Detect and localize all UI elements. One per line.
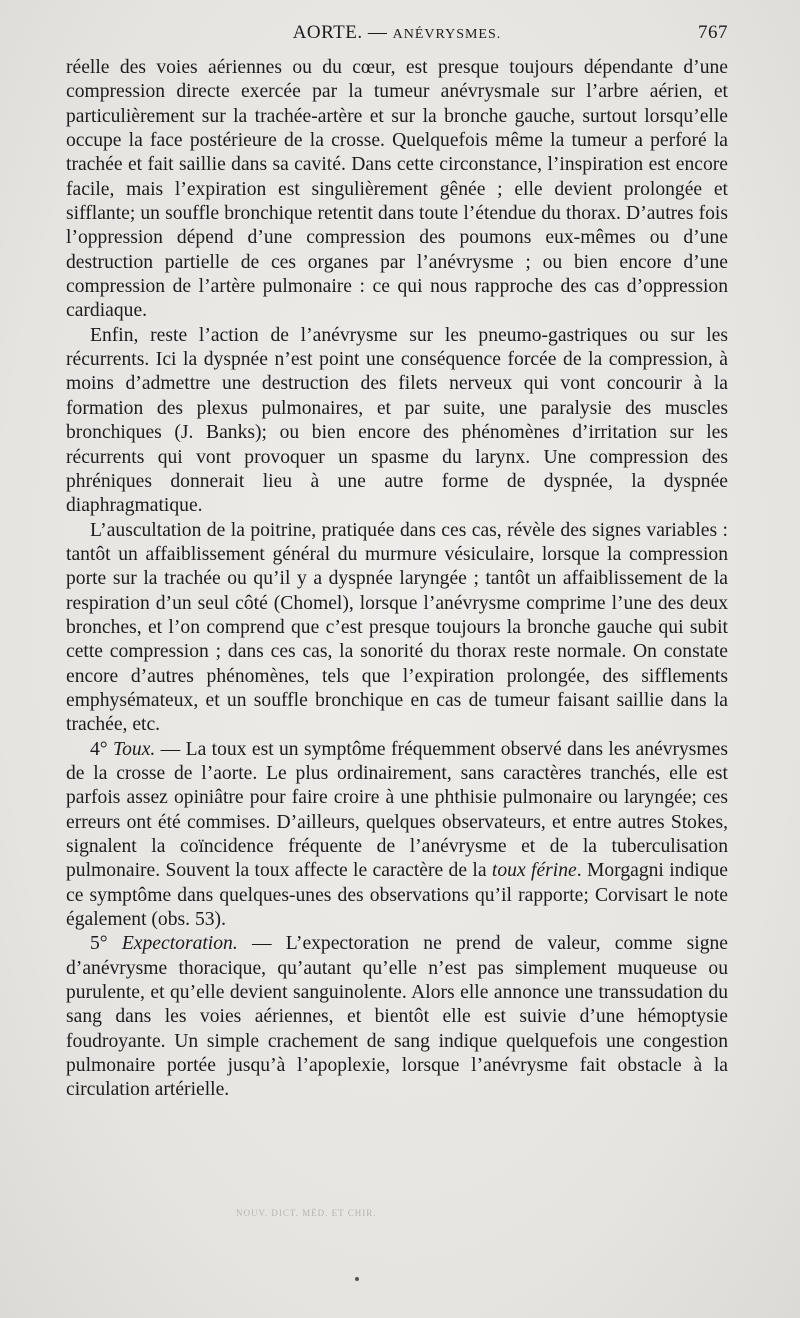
header-subtitle: ANÉVRYSMES. [392, 27, 502, 42]
section-heading: Toux. [113, 738, 156, 760]
section-text: — La toux est un symptôme fréquemment observé dans les anévrysmes de la crosse de l’aorte. Le plus ordinairement, sans caractères tranchés, elle est parfois assez opiniâtre pour faire croire à une phthisie pulmonaire ou laryngée; ces erreurs ont été commises. D’ailleurs, quelques observateurs, et entre autres Stokes, signalent la coïncidence fréquente de l’anévrysme et de la tuberculisation pulmonaire. Souvent la toux affecte le caractère de la [66, 738, 728, 882]
header-dash: — [367, 22, 388, 43]
section-heading: Expectoration. [121, 933, 238, 955]
section-expectoration [66, 932, 728, 1102]
paragraph-enfin: Enfin, reste l’action de l’anévrysme sur les pneumo-gastriques ou sur les récurrents. Ici la dyspnée n’est point une conséquence forcée de la compression, à moins d’admettre une destruction des filets nerveux qui vont concourir à la formation des plexus pulmonaires, et par suite, une paralysie des muscles bronchiques (J. Banks); ou bien encore des phénomènes d’irritation sur les récurrents qui vont provoquer un spasme du larynx. Une compression des phréniques donnerait lieu à une autre forme de dyspnée, la dyspnée diaphragmatique. [66, 324, 728, 517]
section-number: 5° [90, 933, 108, 955]
paragraph-continuation: réelle des voies aériennes ou du cœur, est presque toujours dépendante d’une compression directe exercée par la tumeur anévrysmale sur l’arbre aérien, et particulièrement sur la trachée-artère et sur la bronche gauche, surtout lorsqu’elle occupe la face postérieure de la crosse. Quelquefois même la tumeur a perforé la trachée et fait saillie dans sa cavité. Dans cette circonstance, l’inspiration est encore facile, mais l’expiration est singulièrement gênée ; elle devient prolongée et sifflante; un souffle bronchique retentit dans toute l’étendue du thorax. D’autres fois l’oppression dépend d’une compression des poumons eux-mêmes ou d’une destruction partielle de ces organes par l’anévrysme ; ou bien encore d’une compression de l’artère pulmonaire : ce qui nous rapproche des cas d’oppression cardiaque. [66, 57, 728, 322]
section-emphasis: toux férine [491, 860, 577, 882]
paragraph-auscultation: L’auscultation de la poitrine, pratiquée dans ces cas, révèle des signes variables : tantôt un affaiblissement général du murmure vésiculaire, lorsque la compression porte sur la trachée ou qu’il y a dyspnée laryngée ; tantôt un affaiblissement de la respiration d’un seul côté (Chomel), lorsque l’anévrysme comprime l’une des deux bronches, et l’on comprend que c’est presque toujours la bronche gauche qui subit cette compression ; dans ces cas, la sonorité du thorax reste normale. On constate encore d’autres phénomènes, tels que l’expiration prolongée, des sifflements emphysémateux, et un souffle bronchique en cas de tumeur faisant saillie dans la trachée, etc. [66, 519, 728, 736]
running-title [66, 22, 728, 44]
running-head [66, 22, 728, 56]
section-number: 4° [90, 738, 108, 760]
ink-speck [355, 1277, 359, 1281]
header-title: AORTE. [292, 22, 363, 43]
show-through-footer: NOUV. DICT. MÉD. ET CHIR. [236, 1208, 377, 1218]
body-text [66, 56, 728, 1103]
section-tail: . Morgagni indique ce symptôme dans quelques-unes des observations qu’il rapporte; Corvisart le note également (obs. 53). [66, 860, 729, 931]
book-page [66, 22, 728, 1103]
section-toux [66, 738, 728, 933]
section-text: — L’expectoration ne prend de valeur, comme signe d’anévrysme thoracique, qu’autant qu’elle n’est pas simplement muqueuse ou purulente, et qu’elle devient sanguinolente. Alors elle annonce une transsudation du sang dans les voies aériennes, et bientôt elle est suivie d’une hémoptysie foudroyante. Un simple crachement de sang indique quelquefois une congestion pulmonaire portée jusqu’à l’apoplexie, lorsque l’anévrysme fait obstacle à la circulation artérielle. [66, 933, 728, 1101]
page-number: 767 [698, 22, 728, 43]
